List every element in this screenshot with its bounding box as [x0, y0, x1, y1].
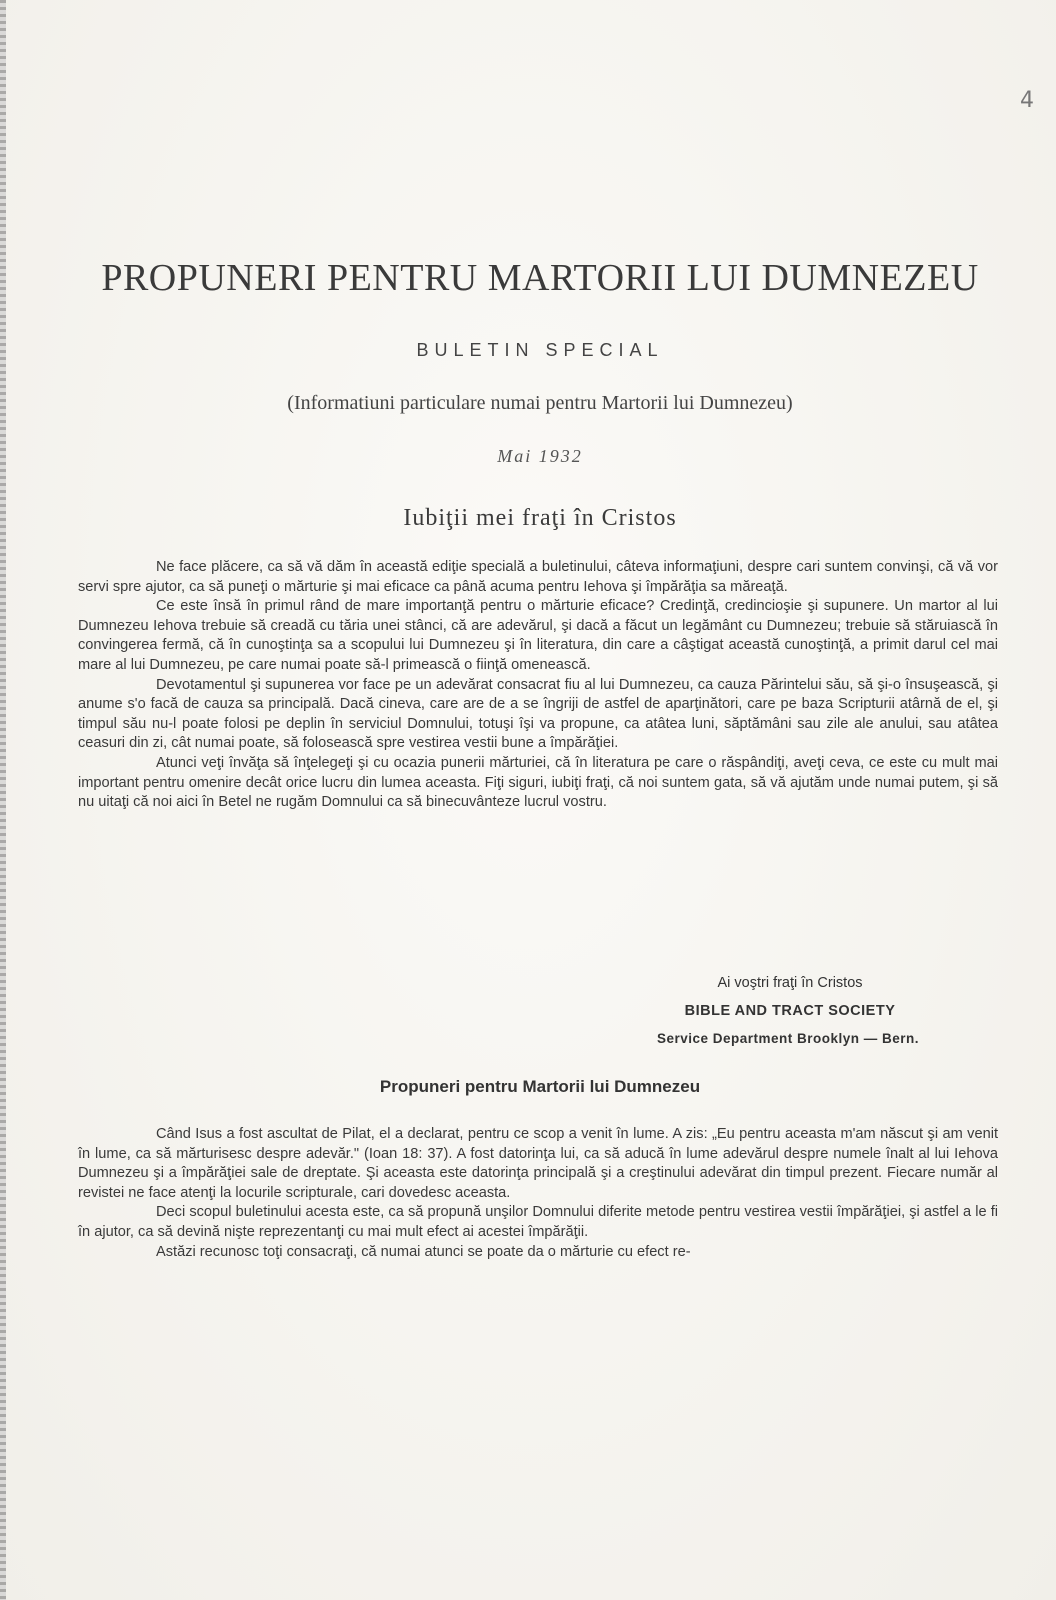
document-subtitle: BULETIN SPECIAL	[416, 340, 664, 360]
page-number: 4	[1020, 88, 1034, 113]
letter-paragraph: Devotamentul şi supunerea vor face pe un adevărat consacrat fiu al lui Dumnezeu, ca cauza Părintelui său, să şi-o însuşească, şi anume s'o facă de cauza sa principală. Dacă cineva, care are de a se îngriji de astfel de aparţinători, care pe baza Scripturii atârnă de el, şi timpul său nu-l poate folosi pe deplin în serviciul Domnului, totuşi îşi va propune, ca atâtea luni, săptămâni sau zile ale anului, sau atâtea ceasuri din zi, cât numai poate, să folosească spre vestirea vestii bune a împărăţiei.	[78, 676, 998, 752]
document-info: (Informatiuni particulare numai pentru Martorii lui Dumnezeu)	[287, 392, 793, 414]
section-title: Propuneri pentru Martorii lui Dumnezeu	[379, 1077, 701, 1096]
letter-paragraph: Ce este însă în primul rând de mare importanţă pentru o mărturie eficace? Credinţă, credincioşie şi supunere. Un martor al lui Dumnezeu Iehova trebuie să creadă cu tăria unei stânci, că are adevărul, şi dacă a făcut un legământ cu Dumnezeu; trebuie să stăruiască în convingerea fermă, că în cunoştinţa sa a scopului lui Dumnezeu şi în literatura, din care a câştigat această cunoştinţă, a primit darul cel mai mare al lui Dumnezeu, pe care numai poate să-l primească o fiinţă omenească.	[78, 598, 998, 673]
document-date: Mai 1932	[497, 446, 583, 466]
document-title: PROPUNERI PENTRU MARTORII LUI DUMNEZEU	[101, 257, 979, 299]
section-body	[78, 1125, 998, 1262]
scan-edge	[0, 0, 6, 1600]
letter-paragraph: Ne face plăcere, ca să vă dăm în această ediţie specială a buletinului, câteva informaţiuni, despre cari suntem convinşi, că vă vor servi spre ajutor, ca să puneţi o mărturie şi mai eficace ca până acuma pentru Iehova şi împărăţia sa măreaţă.	[78, 559, 998, 595]
section-paragraph: Astăzi recunosc toţi consacraţi, că numai atunci se poate da o mărturie cu efect re-	[156, 1243, 691, 1260]
department: Service Department Brooklyn — Bern.	[656, 1031, 920, 1046]
signature: BIBLE AND TRACT SOCIETY	[684, 1003, 896, 1019]
letter-paragraph: Atunci veţi învăţa să înţelegeţi şi cu ocazia punerii mărturiei, că în literatura pe care o răspândiţi, aveţi ceva, ce este cu mult mai important pentru omenire decât orice lucru din lumea aceasta. Fiţi siguri, iubiţi fraţi, că noi suntem gata, să vă ajutăm unde numai putem, şi să nu uitaţi că noi aici în Betel ne rugăm Domnului ca să binecuvânteze lucrul vostru.	[78, 754, 998, 811]
salutation: Iubiţii mei fraţi în Cristos	[403, 505, 677, 531]
closing: Ai voştri fraţi în Cristos	[717, 975, 863, 991]
section-paragraph: Când Isus a fost ascultat de Pilat, el a declarat, pentru ce scop a venit în lume. A zis: „Eu pentru aceasta m'am născut şi am venit în lume, ca să mărturisesc despre adevăr." (Ioan 18: 37). A fost datorinţa lui, ca să aducă în lume adevărul despre numele înalt al lui Iehova Dumnezeu şi a împărăţiei sale de dreptate. Şi aceasta este datorinţa principală şi a creştinului adevărat din timpul prezent. Fiecare număr al revistei ne face atenţi la locurile scripturale, cari dovedesc aceasta.	[78, 1126, 998, 1201]
section-paragraph: Deci scopul buletinului acesta este, ca să propună unşilor Domnului diferite metode pentru vestirea vestii împărăţiei, şi astfel a le fi în ajutor, ca să devină nişte reprezentanţi cu mai mult efect ai acestei împărăţii.	[78, 1204, 998, 1240]
letter-body	[78, 558, 998, 813]
